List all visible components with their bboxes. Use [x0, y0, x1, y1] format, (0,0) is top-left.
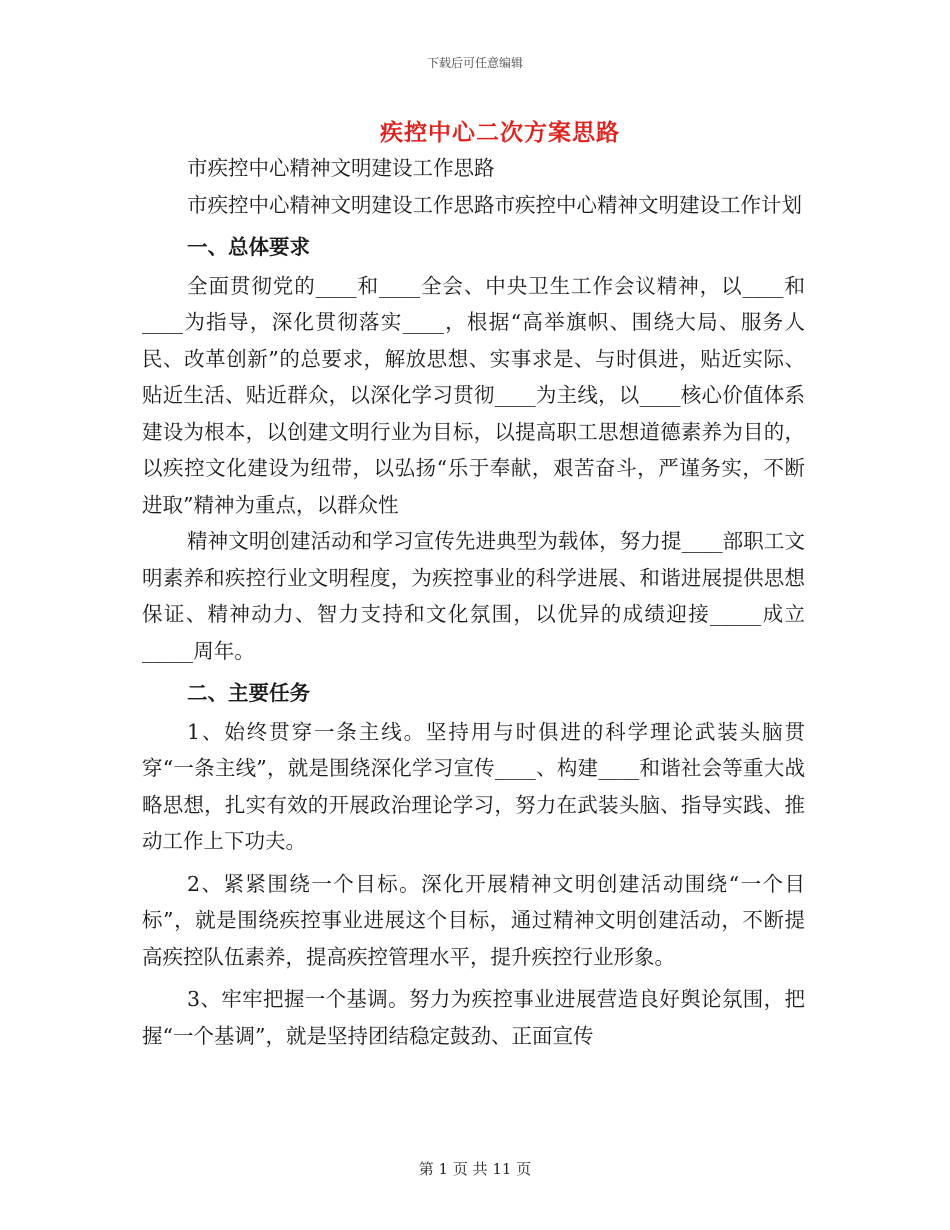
- paragraph-general-requirements-cont: 精神文明创建活动和学习宣传先进典型为载体，努力提____部职工文明素养和疾控行业文明程度，为疾控事业的科学进展、和谐进展提供思想保证、精神动力、智力支持和文化氛围，以优异的成绩迎接_____成立_____周年。: [142, 529, 805, 663]
- paragraph-task-2: 2、紧紧围绕一个目标。深化开展精神文明创建活动围绕“一个目标”，就是围绕疾控事业进展这个目标，通过精神文明创建活动，不断提高疾控队伍素养，提高疾控管理水平，提升疾控行业形象。: [142, 871, 805, 969]
- paragraph-intro: 市疾控中心精神文明建设工作思路市疾控中心精神文明建设工作计划: [187, 192, 802, 217]
- document-title: 疾控中心二次方案思路: [380, 119, 620, 146]
- section-heading-general-requirements: 一、总体要求: [187, 235, 310, 259]
- document-body: [142, 150, 805, 1054]
- paragraph-task-3: 3、牢牢把握一个基调。努力为疾控事业进展营造良好舆论氛围，把握“一个基调”，就是坚持团结稳定鼓劲、正面宣传: [142, 987, 805, 1048]
- section-heading-main-tasks: 二、主要任务: [187, 681, 310, 705]
- header-note: 下载后可任意编辑: [426, 56, 523, 70]
- page-footer: 第 1 页 共 11 页: [418, 1160, 532, 1178]
- paragraph-task-1: 1、始终贯穿一条主线。坚持用与时俱进的科学理论武装头脑贯穿“一条主线”，就是围绕深化学习宣传____、构建____和谐社会等重大战略思想，扎实有效的开展政治理论学习，努力在武装头脑、指导实践、推动工作上下功夫。: [142, 719, 805, 853]
- paragraph-general-requirements: 全面贯彻党的____和____全会、中央卫生工作会议精神，以____和____为指导，深化贯彻落实____，根据“高举旗帜、围绕大局、服务人民、改革创新”的总要求，解放思想、实事求是、与时俱进，贴近实际、贴近生活、贴近群众，以深化学习贯彻____为主线，以____核心价值体系建设为根本，以创建文明行业为目标，以提高职工思想道德素养为目的，以疾控文化建设为纽带，以弘扬“乐于奉献，艰苦奋斗，严谨务实，不断进取”精神为重点，以群众性: [142, 273, 805, 517]
- paragraph-subtitle: 市疾控中心精神文明建设工作思路: [187, 156, 495, 180]
